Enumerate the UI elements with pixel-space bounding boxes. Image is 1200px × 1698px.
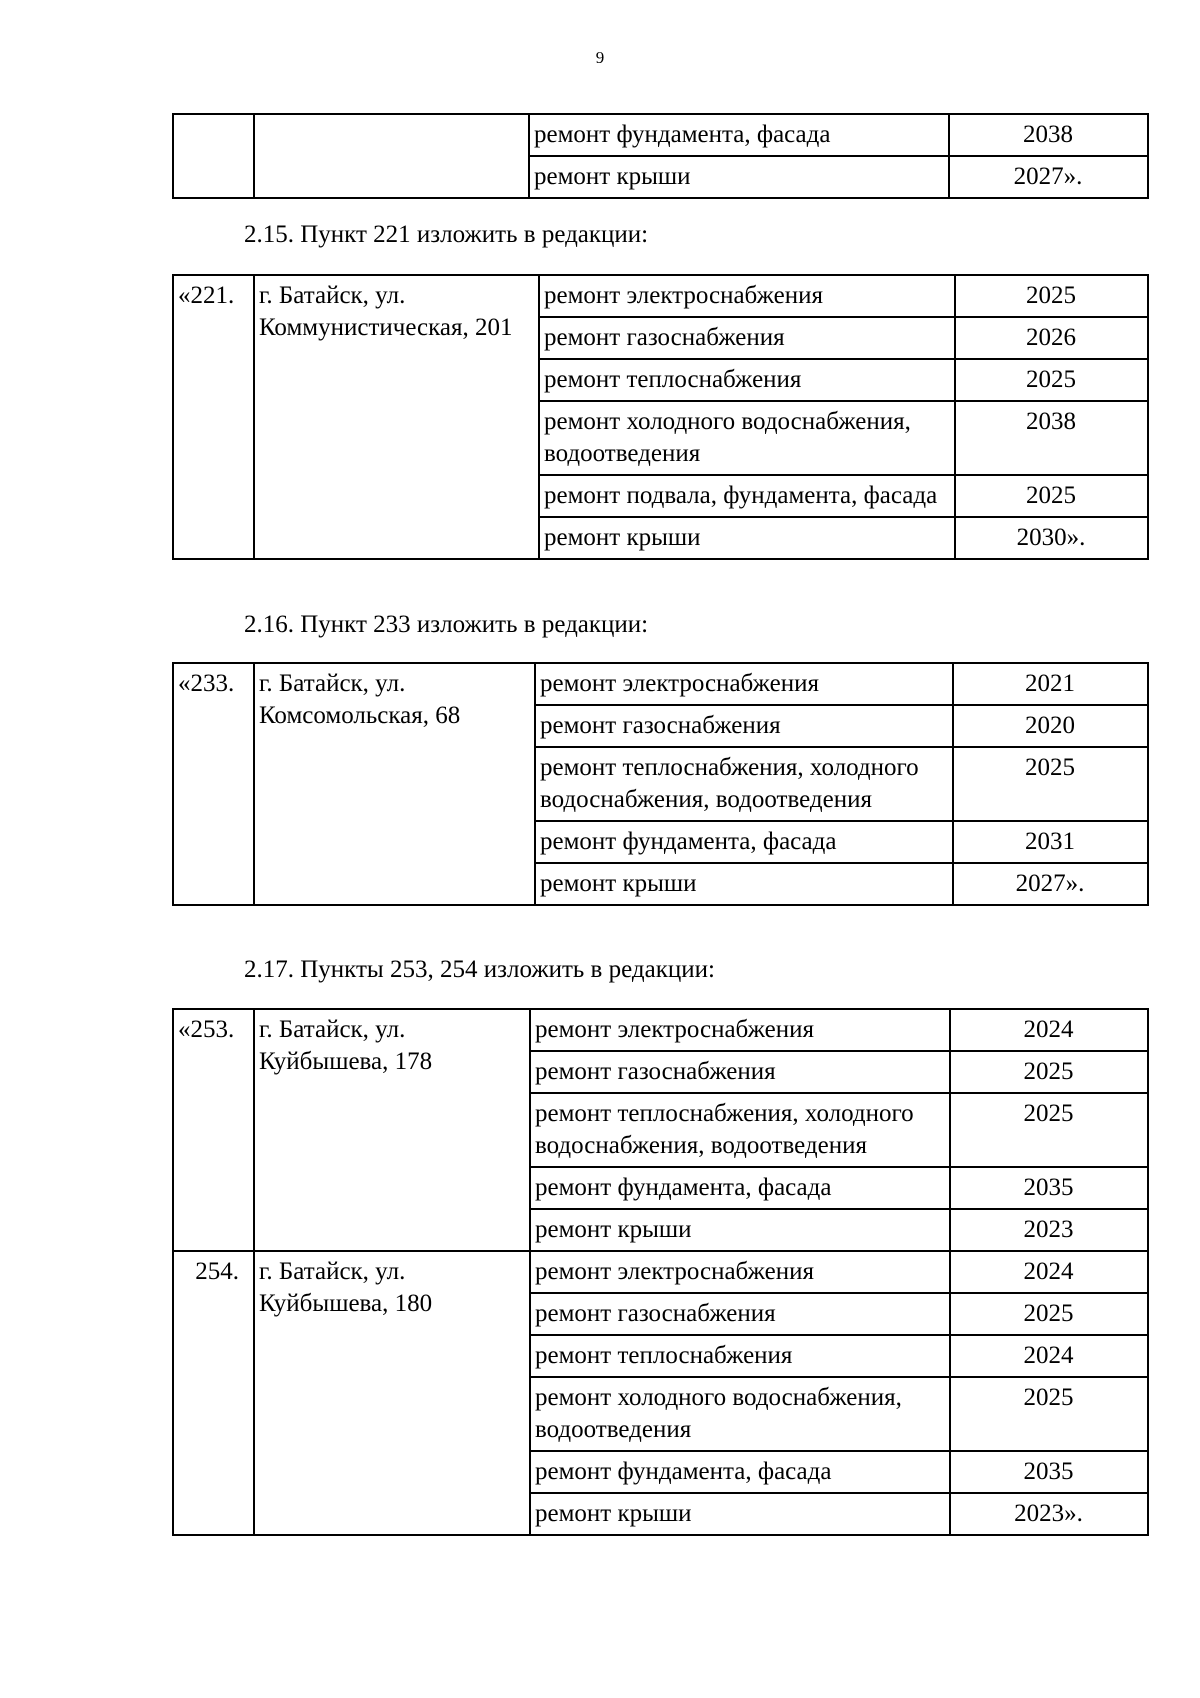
address-cell: г. Батайск, ул. Куйбышева, 178 — [254, 1009, 530, 1251]
table-row — [173, 663, 1148, 705]
year-cell: 2023 — [950, 1209, 1148, 1251]
table-row — [173, 1251, 1148, 1293]
work-cell: ремонт электроснабжения — [539, 275, 955, 317]
section-heading: 2.15. Пункт 221 изложить в редакции: — [244, 221, 649, 248]
year-cell: 2030». — [955, 517, 1148, 559]
work-cell: ремонт электроснабжения — [535, 663, 953, 705]
year-cell: 2027». — [953, 863, 1148, 905]
address-cell: г. Батайск, ул. Комсомольская, 68 — [254, 663, 535, 905]
continuation-table — [172, 113, 1149, 199]
section-heading: 2.16. Пункт 233 изложить в редакции: — [244, 611, 649, 638]
year-cell: 2024 — [950, 1251, 1148, 1293]
section-table-233 — [172, 662, 1149, 906]
work-cell: ремонт теплоснабжения — [530, 1335, 950, 1377]
table-row — [173, 275, 1148, 317]
section-heading: 2.17. Пункты 253, 254 изложить в редакции: — [244, 956, 715, 983]
year-cell: 2025 — [953, 747, 1148, 821]
table-row — [173, 1009, 1148, 1051]
year-cell: 2021 — [953, 663, 1148, 705]
work-cell: ремонт теплоснабжения, холодного водоснабжения, водоотведения — [530, 1093, 950, 1167]
work-cell: ремонт фундамента, фасада — [529, 114, 949, 156]
year-cell: 2031 — [953, 821, 1148, 863]
year-cell: 2026 — [955, 317, 1148, 359]
work-cell: ремонт теплоснабжения, холодного водоснабжения, водоотведения — [535, 747, 953, 821]
address-cell — [254, 114, 529, 198]
work-cell: ремонт теплоснабжения — [539, 359, 955, 401]
year-cell: 2024 — [950, 1009, 1148, 1051]
work-cell: ремонт газоснабжения — [539, 317, 955, 359]
work-cell: ремонт газоснабжения — [535, 705, 953, 747]
year-cell: 2025 — [950, 1377, 1148, 1451]
year-cell: 2038 — [955, 401, 1148, 475]
year-cell: 2025 — [955, 359, 1148, 401]
item-number: 254. — [173, 1251, 254, 1535]
address-cell: г. Батайск, ул. Куйбышева, 180 — [254, 1251, 530, 1535]
item-number: «221. — [173, 275, 254, 559]
year-cell: 2025 — [950, 1051, 1148, 1093]
section-table-253-254 — [172, 1008, 1149, 1536]
work-cell: ремонт фундамента, фасада — [535, 821, 953, 863]
section-table-221 — [172, 274, 1149, 560]
work-cell: ремонт электроснабжения — [530, 1251, 950, 1293]
work-cell: ремонт холодного водоснабжения, водоотведения — [539, 401, 955, 475]
work-cell: ремонт фундамента, фасада — [530, 1167, 950, 1209]
year-cell: 2025 — [950, 1293, 1148, 1335]
number-cell — [173, 114, 254, 198]
year-cell: 2027». — [949, 156, 1148, 198]
year-cell: 2035 — [950, 1451, 1148, 1493]
year-cell: 2023». — [950, 1493, 1148, 1535]
year-cell: 2025 — [955, 475, 1148, 517]
item-number: «233. — [173, 663, 254, 905]
year-cell: 2020 — [953, 705, 1148, 747]
year-cell: 2025 — [950, 1093, 1148, 1167]
work-cell: ремонт крыши — [530, 1493, 950, 1535]
year-cell: 2025 — [955, 275, 1148, 317]
work-cell: ремонт подвала, фундамента, фасада — [539, 475, 955, 517]
page-number: 9 — [595, 48, 605, 67]
work-cell: ремонт электроснабжения — [530, 1009, 950, 1051]
work-cell: ремонт крыши — [529, 156, 949, 198]
year-cell: 2038 — [949, 114, 1148, 156]
item-number: «253. — [173, 1009, 254, 1251]
work-cell: ремонт газоснабжения — [530, 1293, 950, 1335]
table-row — [173, 114, 1148, 156]
work-cell: ремонт фундамента, фасада — [530, 1451, 950, 1493]
work-cell: ремонт газоснабжения — [530, 1051, 950, 1093]
work-cell: ремонт крыши — [535, 863, 953, 905]
address-cell: г. Батайск, ул. Коммунистическая, 201 — [254, 275, 539, 559]
year-cell: 2035 — [950, 1167, 1148, 1209]
work-cell: ремонт крыши — [530, 1209, 950, 1251]
year-cell: 2024 — [950, 1335, 1148, 1377]
work-cell: ремонт крыши — [539, 517, 955, 559]
work-cell: ремонт холодного водоснабжения, водоотведения — [530, 1377, 950, 1451]
